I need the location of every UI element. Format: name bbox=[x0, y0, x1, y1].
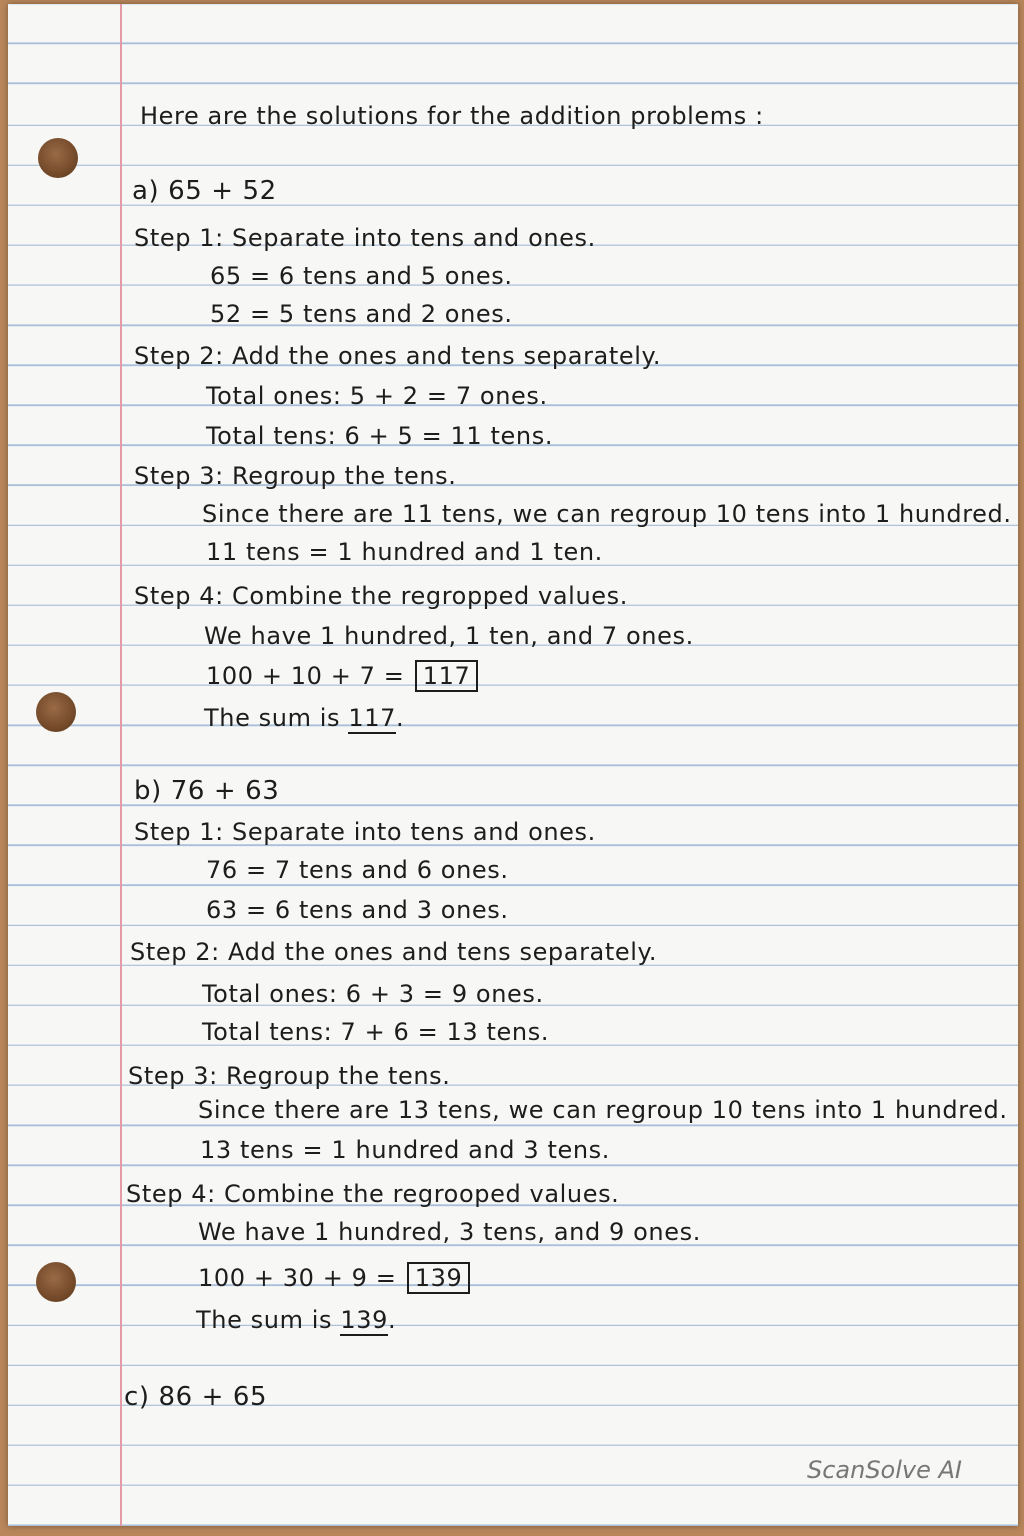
problem-a-step1-line: 65 = 6 tens and 5 ones. bbox=[210, 262, 513, 290]
notebook-page bbox=[8, 4, 1018, 1526]
problem-b-step3-title: Step 3: Regroup the tens. bbox=[128, 1062, 451, 1090]
equation-text: 100 + 30 + 9 = bbox=[198, 1264, 397, 1292]
boxed-answer: 139 bbox=[407, 1262, 471, 1294]
margin-line bbox=[120, 4, 122, 1526]
sum-prefix: The sum is bbox=[196, 1306, 333, 1334]
problem-a-step2-title: Step 2: Add the ones and tens separately. bbox=[134, 342, 662, 370]
problem-a-step3-line: 11 tens = 1 hundred and 1 ten. bbox=[206, 538, 603, 566]
sum-value: 139 bbox=[340, 1306, 389, 1334]
problem-b-step3-line: Since there are 13 tens, we can regroup 10 tens into 1 hundred. bbox=[198, 1096, 1008, 1124]
problem-b-step1-title: Step 1: Separate into tens and ones. bbox=[134, 818, 596, 846]
sum-suffix: . bbox=[388, 1306, 397, 1334]
problem-a-equation bbox=[206, 662, 478, 690]
binder-hole bbox=[36, 1262, 76, 1302]
problem-a-step2-line: Total ones: 5 + 2 = 7 ones. bbox=[206, 382, 548, 410]
problem-a-step1-line: 52 = 5 tens and 2 ones. bbox=[210, 300, 513, 328]
boxed-answer: 117 bbox=[415, 660, 479, 692]
binder-hole bbox=[36, 692, 76, 732]
problem-b-step2-title: Step 2: Add the ones and tens separately. bbox=[130, 938, 658, 966]
equation-text: 100 + 10 + 7 = bbox=[206, 662, 405, 690]
problem-b-heading: b) 76 + 63 bbox=[134, 776, 280, 806]
problem-b-sum bbox=[196, 1306, 396, 1334]
problem-a-step3-title: Step 3: Regroup the tens. bbox=[134, 462, 457, 490]
problem-b-step4-title: Step 4: Combine the regrooped values. bbox=[126, 1180, 620, 1208]
problem-a-sum bbox=[204, 704, 404, 732]
problem-a-step3-line: Since there are 11 tens, we can regroup 10 tens into 1 hundred. bbox=[202, 500, 1012, 528]
intro-text: Here are the solutions for the addition problems : bbox=[140, 102, 764, 130]
problem-b-step1-line: 76 = 7 tens and 6 ones. bbox=[206, 856, 509, 884]
sum-value: 117 bbox=[348, 704, 397, 732]
problem-a-step2-line: Total tens: 6 + 5 = 11 tens. bbox=[206, 422, 554, 450]
problem-b-equation bbox=[198, 1264, 470, 1292]
sum-suffix: . bbox=[396, 704, 405, 732]
problem-a-heading: a) 65 + 52 bbox=[132, 176, 277, 206]
sum-prefix: The sum is bbox=[204, 704, 341, 732]
problem-b-step2-line: Total tens: 7 + 6 = 13 tens. bbox=[202, 1018, 550, 1046]
problem-b-step2-line: Total ones: 6 + 3 = 9 ones. bbox=[202, 980, 544, 1008]
problem-b-step4-line: We have 1 hundred, 3 tens, and 9 ones. bbox=[198, 1218, 701, 1246]
watermark: ScanSolve AI bbox=[806, 1456, 962, 1484]
problem-a-step1-title: Step 1: Separate into tens and ones. bbox=[134, 224, 596, 252]
binder-hole bbox=[38, 138, 78, 178]
problem-a-step4-line: We have 1 hundred, 1 ten, and 7 ones. bbox=[204, 622, 694, 650]
problem-b-step3-line: 13 tens = 1 hundred and 3 tens. bbox=[200, 1136, 610, 1164]
problem-a-step4-title: Step 4: Combine the regropped values. bbox=[134, 582, 628, 610]
problem-b-step1-line: 63 = 6 tens and 3 ones. bbox=[206, 896, 509, 924]
problem-c-heading: c) 86 + 65 bbox=[124, 1382, 268, 1412]
